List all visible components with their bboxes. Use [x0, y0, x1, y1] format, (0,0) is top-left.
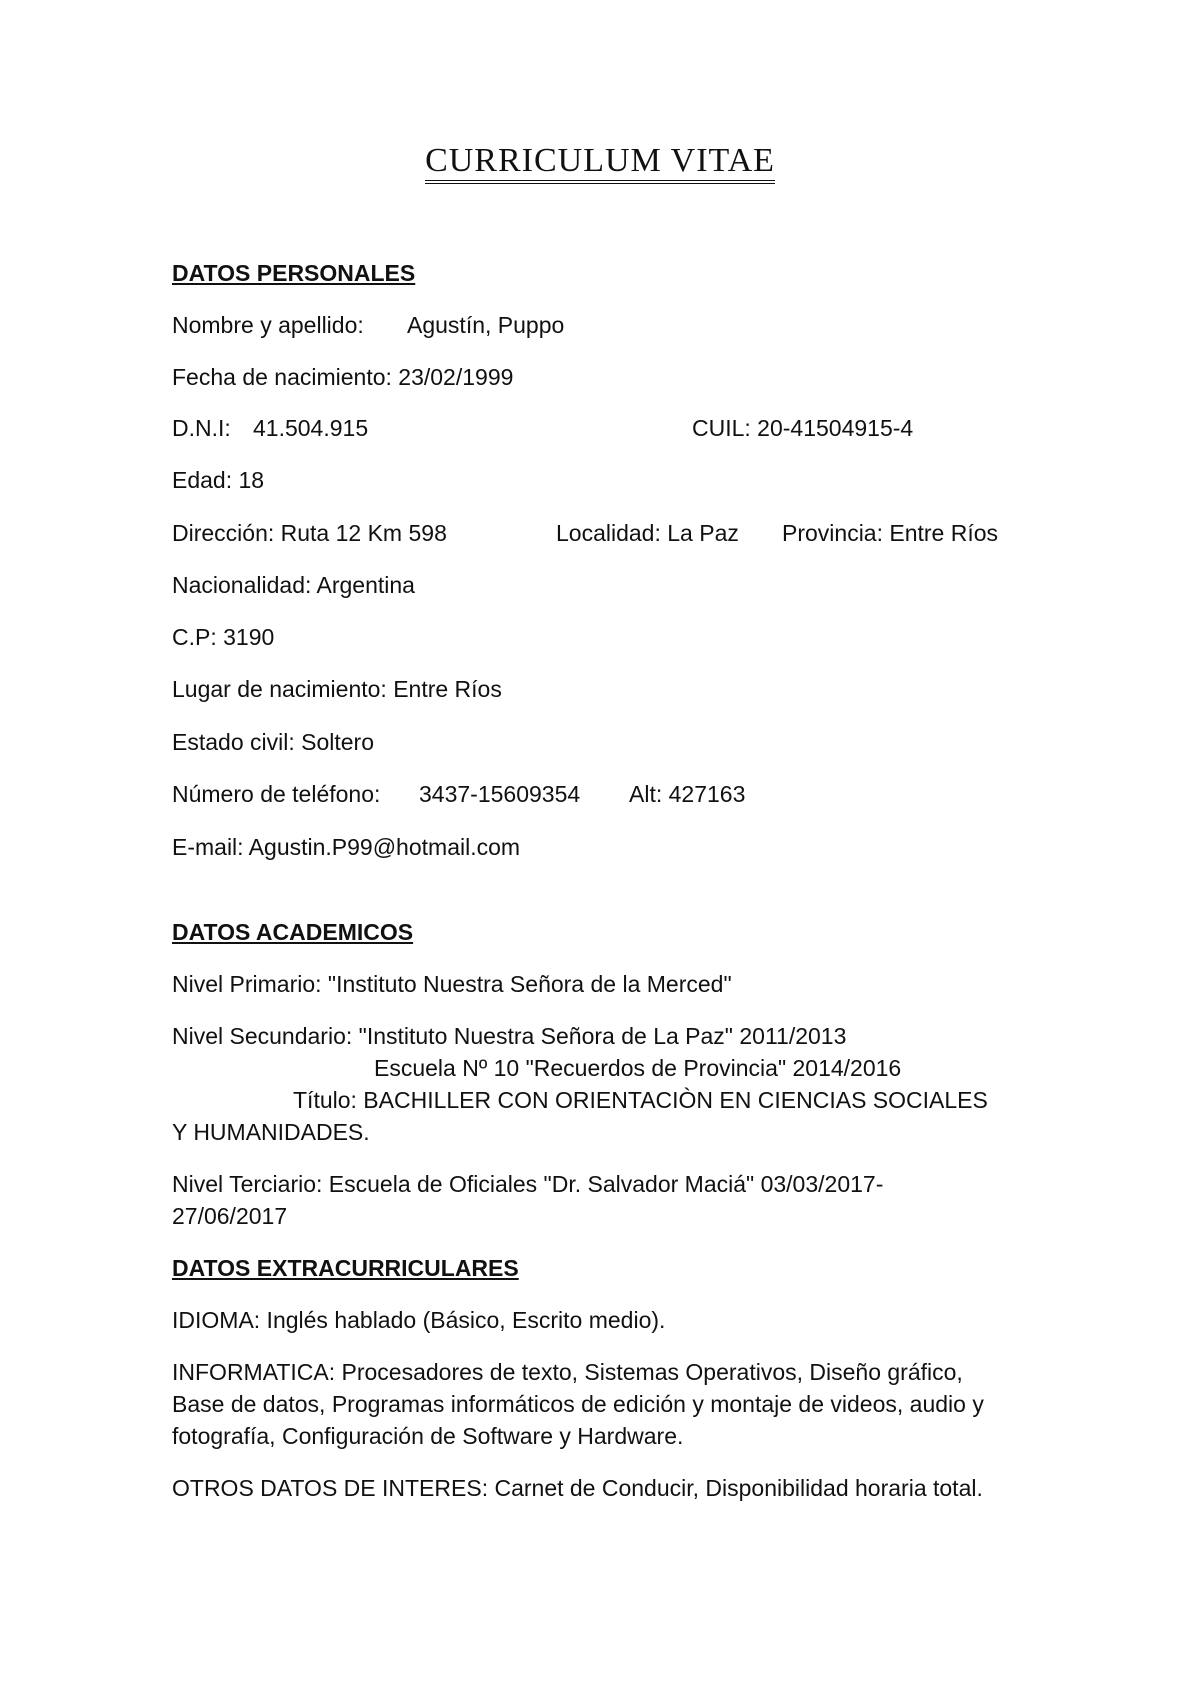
phone-value: 3437-15609354 — [419, 781, 581, 807]
postal-code: C.P: 3190 — [172, 624, 275, 650]
phone-alt: Alt: 427163 — [629, 781, 746, 807]
phone-label: Número de teléfono: — [172, 781, 381, 807]
address: Dirección: Ruta 12 Km 598 — [172, 520, 447, 546]
locality: Localidad: La Paz — [556, 520, 739, 546]
tertiary-level-1: Nivel Terciario: Escuela de Oficiales "Dr. Salvador Maciá" 03/03/2017- — [172, 1171, 884, 1197]
it-skills-2: Base de datos, Programas informáticos de edición y montaje de videos, audio y — [172, 1391, 984, 1417]
name-label: Nombre y apellido: — [172, 312, 364, 338]
name-row — [172, 309, 364, 341]
other-data: OTROS DATOS DE INTERES: Carnet de Conducir, Disponibilidad horaria total. — [172, 1475, 983, 1501]
age: Edad: 18 — [172, 467, 265, 493]
document-title: CURRICULUM VITAE — [0, 142, 1200, 180]
secondary-level-1: Nivel Secundario: "Instituto Nuestra Señora de La Paz" 2011/2013 — [172, 1023, 847, 1049]
civil-status: Estado civil: Soltero — [172, 729, 374, 755]
degree-line-2: Y HUMANIDADES. — [172, 1119, 370, 1145]
name-value: Agustín, Puppo — [407, 312, 565, 338]
nationality: Nacionalidad: Argentina — [172, 572, 415, 598]
cuil: CUIL: 20-41504915-4 — [692, 415, 914, 441]
dni-label: D.N.I: — [172, 415, 231, 441]
primary-level: Nivel Primario: "Instituto Nuestra Señora de la Merced" — [172, 971, 732, 997]
it-skills-3: fotografía, Configuración de Software y Hardware. — [172, 1423, 684, 1449]
email: E-mail: Agustin.P99@hotmail.com — [172, 834, 521, 860]
extracurricular-heading: DATOS EXTRACURRICULARES — [172, 1255, 519, 1281]
degree-line-1: Título: BACHILLER CON ORIENTACIÒN EN CIENCIAS SOCIALES — [293, 1087, 988, 1113]
language: IDIOMA: Inglés hablado (Básico, Escrito medio). — [172, 1307, 666, 1333]
tertiary-level-2: 27/06/2017 — [172, 1203, 288, 1229]
secondary-level-2: Escuela Nº 10 "Recuerdos de Provincia" 2014/2016 — [374, 1055, 902, 1081]
it-skills-1: INFORMATICA: Procesadores de texto, Sistemas Operativos, Diseño gráfico, — [172, 1359, 963, 1385]
birth-date: Fecha de nacimiento: 23/02/1999 — [172, 364, 514, 390]
birthplace: Lugar de nacimiento: Entre Ríos — [172, 676, 502, 702]
dni-value: 41.504.915 — [253, 415, 369, 441]
personal-data-heading: DATOS PERSONALES — [172, 260, 416, 286]
province: Provincia: Entre Ríos — [782, 520, 999, 546]
academic-heading: DATOS ACADEMICOS — [172, 919, 414, 945]
